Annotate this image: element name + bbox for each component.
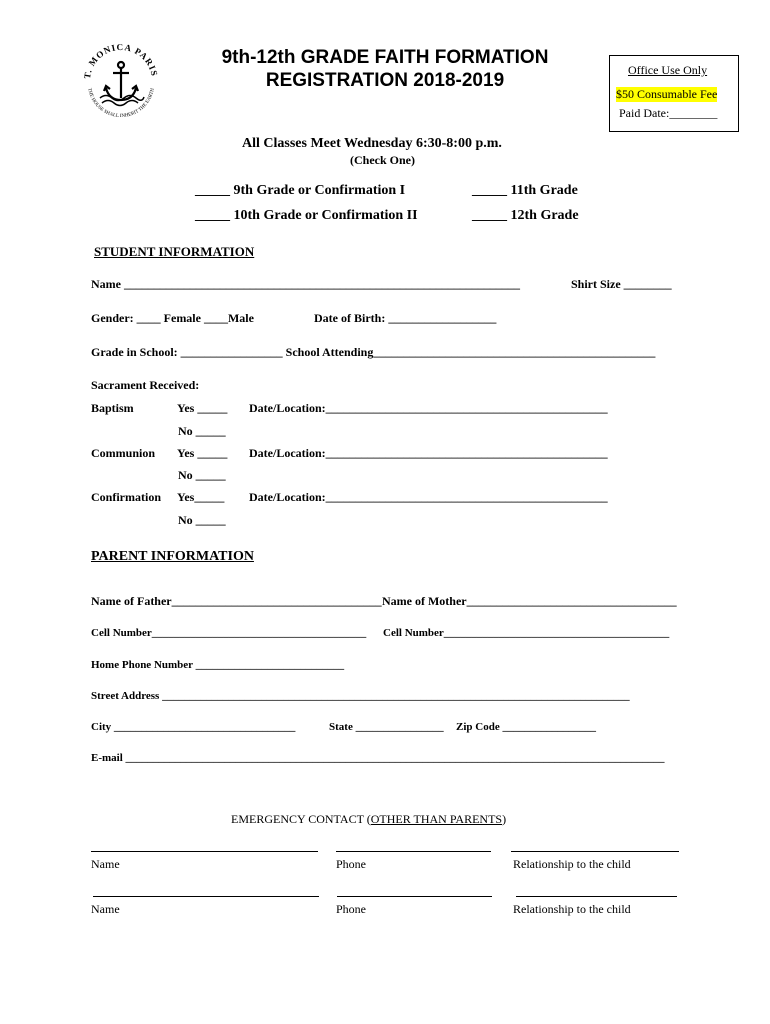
emergency-2-name-label: Name xyxy=(91,902,120,916)
emergency-1-phone-line[interactable] xyxy=(336,851,491,852)
emergency-1-relationship-line[interactable] xyxy=(511,851,679,852)
confirmation-date-location[interactable]: Date/Location:_______________________________________________ xyxy=(249,490,608,504)
emergency-2-relationship-line[interactable] xyxy=(516,896,677,897)
meeting-time: All Classes Meet Wednesday 6:30-8:00 p.m. xyxy=(242,136,502,151)
form-title xyxy=(180,46,590,92)
baptism-label: Baptism xyxy=(91,401,134,415)
student-name-field[interactable]: Name __________________________________________________________________ xyxy=(91,277,520,291)
communion-yes[interactable]: Yes _____ xyxy=(177,446,228,460)
date-of-birth-field[interactable]: Date of Birth: __________________ xyxy=(314,311,497,325)
communion-label: Communion xyxy=(91,446,156,460)
baptism-date-location[interactable]: Date/Location:_______________________________________________ xyxy=(249,401,608,415)
emergency-2-phone-label: Phone xyxy=(336,902,366,916)
emergency-2-name-line[interactable] xyxy=(93,896,319,897)
consumable-fee: $50 Consumable Fee xyxy=(616,87,718,101)
emergency-1-name-label: Name xyxy=(91,857,120,871)
email-field[interactable]: E-mail __________________________________________________________________________________________________ xyxy=(91,752,665,764)
mother-name-field[interactable]: Name of Mother___________________________________ xyxy=(382,594,677,608)
seal-motto: THE HOUSE SHALL INHERIT THE EARTH xyxy=(86,87,156,120)
emergency-heading-underlined: OTHER THAN PARENTS xyxy=(370,812,503,826)
emergency-1-relationship-label: Relationship to the child xyxy=(513,857,631,871)
emergency-heading-suffix: ) xyxy=(502,812,507,826)
confirmation-no[interactable]: No _____ xyxy=(178,513,226,527)
gender-field[interactable]: Gender: ____ Female ____Male xyxy=(91,311,254,325)
emergency-2-phone-line[interactable] xyxy=(337,896,492,897)
check-one-note: (Check One) xyxy=(350,153,415,167)
shirt-size-field[interactable]: Shirt Size ________ xyxy=(571,277,672,291)
grade-12-option[interactable]: _____ 12th Grade xyxy=(472,208,579,223)
sacrament-heading: Sacrament Received: xyxy=(91,378,200,392)
title-line-1: 9th-12th GRADE FAITH FORMATION xyxy=(221,47,549,68)
paid-date-field[interactable]: Paid Date:________ xyxy=(619,106,718,120)
home-phone-field[interactable]: Home Phone Number ___________________________ xyxy=(91,659,345,671)
confirmation-label: Confirmation xyxy=(91,490,161,504)
parish-seal-logo xyxy=(78,38,164,124)
mother-cell-field[interactable]: Cell Number_________________________________________ xyxy=(383,627,670,639)
father-cell-field[interactable]: Cell Number_______________________________________ xyxy=(91,627,367,639)
seal-text: T. MONICA PARIS xyxy=(81,41,160,80)
emergency-2-relationship-label: Relationship to the child xyxy=(513,902,631,916)
state-field[interactable]: State ________________ xyxy=(329,721,444,733)
anchor-icon xyxy=(104,62,138,100)
emergency-contact-heading xyxy=(231,812,506,827)
city-field[interactable]: City _________________________________ xyxy=(91,721,296,733)
title-line-2: REGISTRATION 2018-2019 xyxy=(265,70,505,91)
zip-code-field[interactable]: Zip Code _________________ xyxy=(456,721,596,733)
grade-9-option[interactable]: _____ 9th Grade or Confirmation I xyxy=(195,183,406,198)
street-address-field[interactable]: Street Address _____________________________________________________________________________________ xyxy=(91,690,630,702)
emergency-1-name-line[interactable] xyxy=(91,851,318,852)
emergency-heading-prefix: EMERGENCY CONTACT ( xyxy=(231,812,371,826)
parent-info-heading: PARENT INFORMATION xyxy=(91,549,254,564)
emergency-1-phone-label: Phone xyxy=(336,857,366,871)
baptism-no[interactable]: No _____ xyxy=(178,424,226,438)
communion-no[interactable]: No _____ xyxy=(178,468,226,482)
grade-11-option[interactable]: _____ 11th Grade xyxy=(472,183,578,198)
office-use-box xyxy=(609,55,739,132)
baptism-yes[interactable]: Yes _____ xyxy=(177,401,228,415)
student-info-heading: STUDENT INFORMATION xyxy=(94,244,255,259)
grade-school-field[interactable]: Grade in School: _________________ School Attending_______________________________________________ xyxy=(91,345,656,359)
confirmation-yes[interactable]: Yes_____ xyxy=(177,490,225,504)
office-use-heading: Office Use Only xyxy=(628,63,708,77)
communion-date-location[interactable]: Date/Location:_______________________________________________ xyxy=(249,446,608,460)
father-name-field[interactable]: Name of Father___________________________________ xyxy=(91,594,382,608)
grade-10-option[interactable]: _____ 10th Grade or Confirmation II xyxy=(195,208,418,223)
